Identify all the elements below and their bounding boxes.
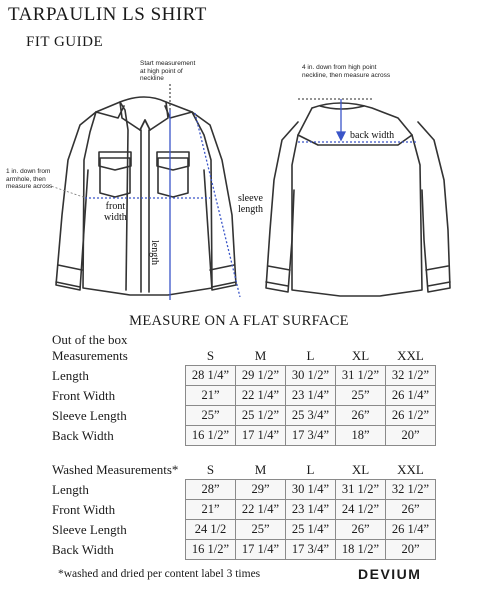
measurement-cell: 23 1/4” (286, 500, 336, 520)
measurement-cell: 20” (386, 540, 436, 560)
measurement-cell: 25” (236, 520, 286, 540)
size-header-m: M (254, 461, 267, 477)
page-title: TARPAULIN LS SHIRT (8, 4, 207, 25)
note-armhole: 1 in. down from armhole, then measure across (6, 168, 53, 190)
measurement-cell: 17 3/4” (286, 540, 336, 560)
label-sleeve-length: sleeve length (238, 193, 263, 215)
measurement-cell: 23 1/4” (286, 386, 336, 406)
brand-logo: DEVIUM (358, 566, 422, 582)
measurement-cell: 29 1/2” (236, 366, 286, 386)
measurement-cell: 29” (236, 480, 286, 500)
row-label: Back Width (52, 541, 114, 557)
measurement-cell: 32 1/2” (386, 366, 436, 386)
measurement-cell: 26” (336, 520, 386, 540)
table-header-row (50, 460, 436, 480)
measurement-cell: 17 3/4” (286, 426, 336, 446)
note-start-measurement: Start measurement at high point of neckline (140, 60, 196, 82)
washed-table (50, 460, 436, 560)
table-row (50, 366, 436, 386)
measurement-lines (85, 84, 418, 300)
section-heading: MEASURE ON A FLAT SURFACE (129, 313, 349, 329)
size-header-l: L (306, 347, 315, 363)
measurement-cell: 28” (186, 480, 236, 500)
measurement-cell: 26” (336, 406, 386, 426)
measurement-cell: 26 1/4” (386, 520, 436, 540)
row-label: Front Width (52, 387, 116, 403)
measurement-cell: 30 1/4” (286, 480, 336, 500)
measurement-cell: 22 1/4” (236, 386, 286, 406)
measurement-cell: 21” (186, 500, 236, 520)
label-length: length (149, 240, 160, 265)
row-label: Sleeve Length (52, 407, 127, 423)
table1-title-line1: Out of the box (52, 332, 128, 347)
measurement-cell: 24 1/2” (336, 500, 386, 520)
page-subtitle: FIT GUIDE (26, 34, 104, 50)
row-label: Front Width (52, 501, 116, 517)
measurement-cell: 25 3/4” (286, 406, 336, 426)
row-label: Length (52, 367, 89, 383)
row-label: Back Width (52, 427, 114, 443)
label-back-width: back width (350, 130, 395, 141)
size-header-s: S (206, 461, 215, 477)
measurement-cell: 24 1/2 (186, 520, 236, 540)
size-header-l: L (306, 461, 315, 477)
table-header-row (50, 346, 436, 366)
table-row (50, 386, 436, 406)
table-row (50, 520, 436, 540)
measurement-cell: 25 1/4” (286, 520, 336, 540)
footnote: *washed and dried per content label 3 times (58, 568, 261, 580)
out-of-box-table (50, 346, 436, 446)
size-header-xl: XL (351, 347, 370, 363)
table1-title-line2: Measurements (52, 347, 128, 363)
measurement-cell: 25 1/2” (236, 406, 286, 426)
measurement-cell: 31 1/2” (336, 480, 386, 500)
measurement-cell: 17 1/4” (236, 540, 286, 560)
measurement-cell: 26 1/4” (386, 386, 436, 406)
measurement-cell: 18 1/2” (336, 540, 386, 560)
measurement-cell: 22 1/4” (236, 500, 286, 520)
measurement-cell: 30 1/2” (286, 366, 336, 386)
measurement-cell: 25” (186, 406, 236, 426)
measurement-cell: 21” (186, 386, 236, 406)
measurement-cell: 20” (386, 426, 436, 446)
measurement-cell: 16 1/2” (186, 426, 236, 446)
front-shirt-drawing (56, 97, 236, 295)
measurement-cell: 26 1/2” (386, 406, 436, 426)
note-back-high-point: 4 in. down from high point neckline, then measure across (302, 64, 391, 79)
measurement-cell: 32 1/2” (386, 480, 436, 500)
size-header-xxl: XXL (397, 347, 424, 363)
measurement-cell: 18” (336, 426, 386, 446)
label-front-width: front width (104, 201, 127, 223)
measurement-cell: 26” (386, 500, 436, 520)
measurement-cell: 16 1/2” (186, 540, 236, 560)
measurement-cell: 28 1/4” (186, 366, 236, 386)
measurement-cell: 31 1/2” (336, 366, 386, 386)
size-header-s: S (206, 347, 215, 363)
size-header-xxl: XXL (397, 461, 424, 477)
table-row (50, 406, 436, 426)
table-row (50, 500, 436, 520)
table2-title: Washed Measurements* (52, 461, 179, 477)
row-label: Length (52, 481, 89, 497)
size-header-m: M (254, 347, 267, 363)
table-row (50, 480, 436, 500)
size-header-xl: XL (351, 461, 370, 477)
measurement-cell: 17 1/4” (236, 426, 286, 446)
row-label: Sleeve Length (52, 521, 127, 537)
table-row (50, 540, 436, 560)
measurement-cell: 25” (336, 386, 386, 406)
table-row (50, 426, 436, 446)
